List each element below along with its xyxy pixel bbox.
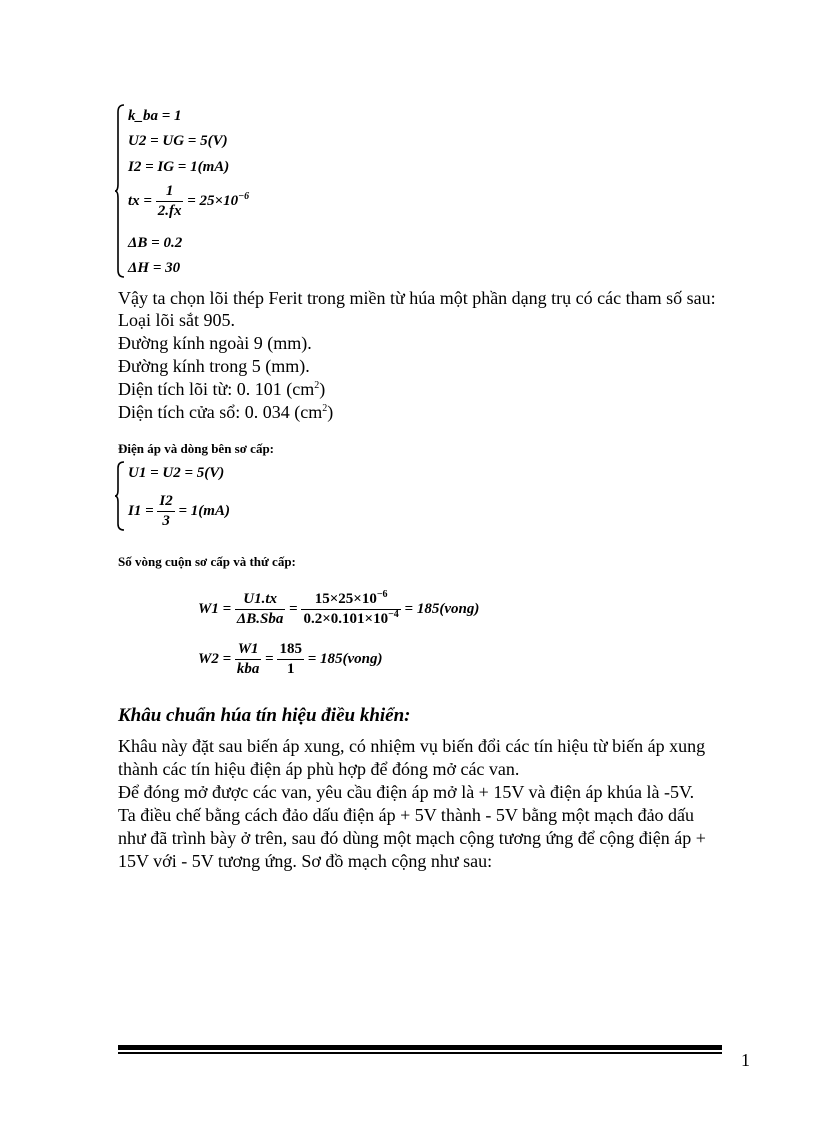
paragraph2-line3: Để đóng mở được các van, yêu cầu điện áp mở là + 15V và điện áp khúa là -5V. [118, 782, 695, 802]
formula-w2-fraction1: $\frac{W1}{\text{kba}}$ [236, 641, 260, 677]
paragraph1-line5: Diện tích lõi từ: 0. 101 $(cm^2)$ [118, 379, 326, 399]
footer-rule-thin [118, 1052, 722, 1054]
paragraph2-line6: 15V với - 5V tương ứng. Sơ đồ mạch cộng như sau: [118, 851, 493, 871]
system1-brace [114, 104, 126, 278]
footer-rule-thick [118, 1045, 722, 1050]
paragraph2-line5: như đã trình bày ở trên, sau đó dùng một mạch cộng tương ứng để cộng điện áp + [118, 828, 706, 848]
paragraph1-line3: Đường kính ngoài 9 (mm). [118, 333, 312, 353]
paragraph2-line2: thành các tín hiệu điện áp phù hợp để đóng mở các van. [118, 759, 520, 779]
system2-line2-fraction: $\frac{I2}{3}$ [159, 493, 173, 529]
system2-brace [114, 461, 126, 531]
formula-w1: W1 = $\frac{U1.tx}{\text{ΔB.Sba}}$ = $\frac{15\times 25\times 10^{-6}}{0.2\times 0.101\times 10^{-4}}$ = 185(vong) [198, 589, 480, 627]
paragraph2-line1: Khâu này đặt sau biến áp xung, có nhiệm vụ biến đổi các tín hiệu từ biến áp xung [118, 736, 706, 756]
label-turns: Số vòng cuộn sơ cấp và thứ cấp: [118, 554, 296, 569]
page-number: 1 [741, 1050, 750, 1070]
formula-w1-fraction2: $\frac{15\times 25\times 10^{-6}}{0.2\times 0.101\times 10^{-4}}$ [303, 589, 399, 627]
label-primary-voltage-current: Điện áp và dòng bên sơ cấp: [118, 441, 275, 456]
system1-line2: U2 = UG = 5(V) [128, 133, 228, 149]
formula-w1-fraction1: $\frac{U1.tx}{\text{ΔB.Sba}}$ [236, 591, 284, 627]
system1-line6: ΔH = 30 [128, 260, 181, 276]
paragraph1-line4: Đường kính trong 5 (mm). [118, 356, 310, 376]
paragraph1-line2: Loại lõi sắt 905. [118, 310, 235, 330]
system1-line4-fraction: $\frac{1}{2.fx}$ [157, 183, 182, 219]
system2-line1: U1 = U2 = 5(V) [128, 465, 225, 481]
system1-line1: k_ba = 1 [128, 108, 182, 124]
formula-w2-fraction2: $\frac{185}{1}$ [279, 641, 302, 677]
formula-w2: W2 = $\frac{W1}{\text{kba}}$ = $\frac{185}{1}$ = 185(vong) [198, 641, 383, 677]
section-heading: Khâu chuẩn húa tín hiệu điều khiển: [118, 705, 411, 726]
paragraph1-line1: Vậy ta chọn lõi thép Ferit trong miền từ húa một phần dạng trụ có các tham số sau: [118, 288, 716, 308]
paragraph1-line6: Diện tích cửa sổ: 0. 034 $(cm^2)$ [118, 402, 334, 422]
system1-line4: tx = $\frac{1}{2.fx}$ = $25\times 10^{-6}$ [128, 183, 250, 219]
system1-line5: ΔB = 0.2 [128, 235, 183, 251]
system2-line2: I1 = $\frac{I2}{3}$ = 1(mA) [128, 493, 230, 529]
paragraph2-line4: Ta điều chế bằng cách đảo dấu điện áp + 5V thành - 5V bằng một mạch đảo dấu [118, 805, 695, 825]
system1-line3: I2 = IG = 1(mA) [128, 159, 230, 175]
